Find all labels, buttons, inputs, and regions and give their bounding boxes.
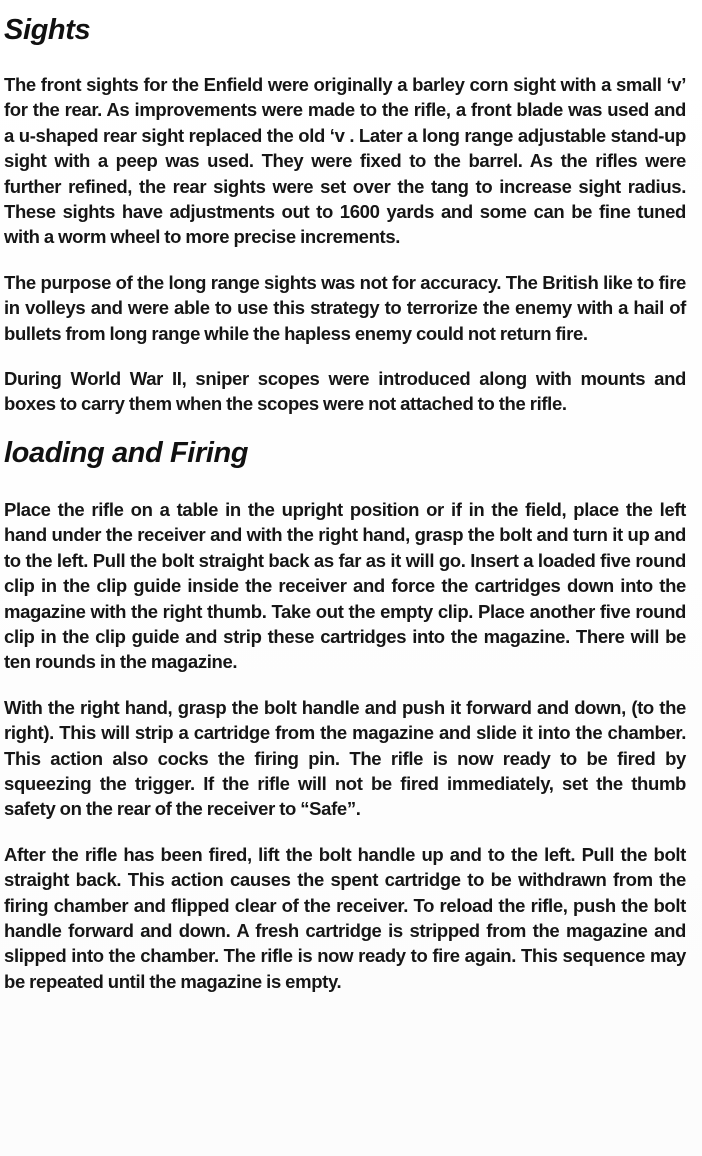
paragraph-sights-sniper-scopes: During World War II, sniper scopes were introduced along with mounts and boxes to carry them when the scopes were not attached to the rifle. [4,368,686,415]
section-title-sights: Sights [4,14,91,46]
paragraph-sights-history: The front sights for the Enfield were originally a barley corn sight with a small ‘v’ for the rear. As improvements were made to the rifle, a front blade was used and a u-shaped rear sight replaced the old ‘v . Later a long range adjustable stand-up sight with a peep was used. They were fixed to the barrel. As the rifles were further refined, the rear sights were set over the tang to increase sight radius. These sights have adjustments out to 1600 yards and some can be fine tuned with a worm wheel to more precise increments. [4,74,686,248]
section-sights [4,10,686,417]
paragraph-sights-purpose: The purpose of the long range sights was not for accuracy. The British like to fire in volleys and were able to use this strategy to terrorize the enemy with a hail of bullets from long range while the hapless enemy could not return fire. [4,271,686,344]
paragraph-loading: Place the rifle on a table in the upright position or if in the field, place the left hand under the receiver and with the right hand, grasp the bolt and turn it up and to the left. Pull the bolt straight back as far as it will go. Insert a loaded five round clip in the clip guide inside the receiver and force the cartridges down into the magazine with the right thumb. Take out the empty clip. Place another five round clip in the clip guide and strip these cartridges into the magazine. There will be ten rounds in the magazine. [4,498,686,673]
paragraph-chambering: With the right hand, grasp the bolt handle and push it forward and down, (to the right). This will strip a cartridge from the magazine and slide it into the chamber. This action also cocks the firing pin. The rifle is now ready to be fired by squeezing the trigger. If the rifle will not be fired immediately, set the thumb safety on the rear of the receiver to “Safe”. [4,696,686,820]
section-loading-and-firing [4,433,686,994]
section-title-loading-and-firing: loading and Firing [4,436,249,469]
paragraph-reloading: After the rifle has been fired, lift the bolt handle up and to the left. Pull the bolt straight back. This action causes the spent cartridge to be withdrawn from the firing chamber and flipped clear of the receiver. To reload the rifle, push the bolt handle forward and down. A fresh cartridge is stripped from the magazine and slipped into the chamber. The rifle is now ready to fire again. This sequence may be repeated until the magazine is empty. [4,843,686,992]
